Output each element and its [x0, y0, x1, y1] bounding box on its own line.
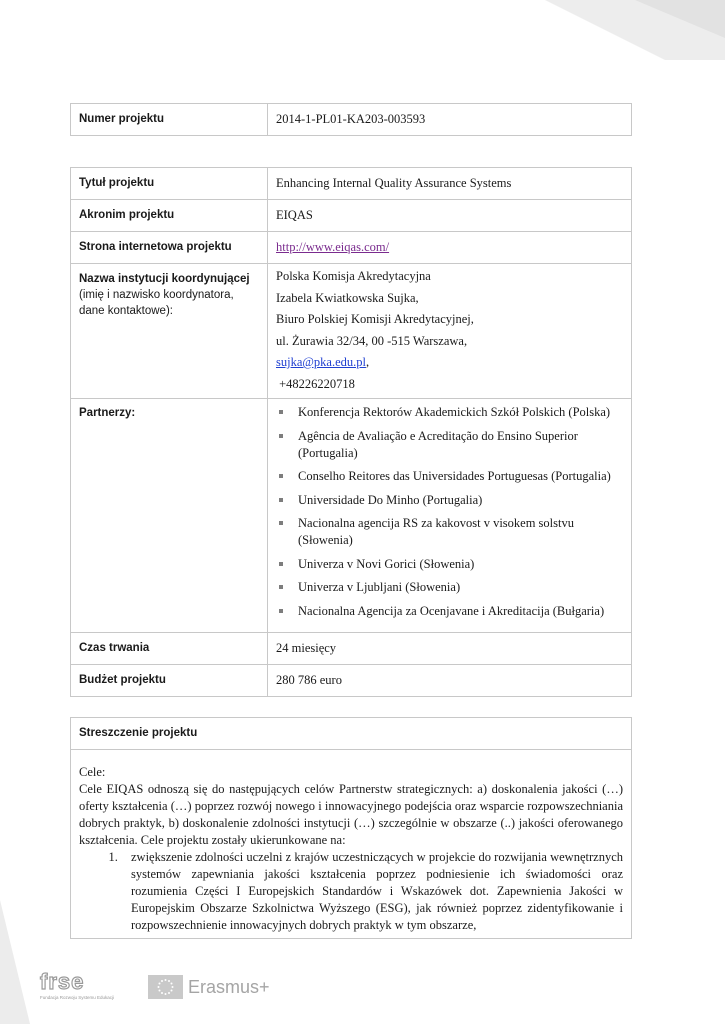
coordinator-office: Biuro Polskiej Komisji Akredytacyjnej, [276, 312, 474, 326]
coordinator-email-suffix: , [365, 355, 370, 369]
coordinator-address: ul. Żurawia 32/34, 00 -515 Warszawa, [276, 333, 468, 348]
duration-label: Czas trwania [71, 633, 268, 665]
website-link[interactable]: http://www.eiqas.com/ [276, 240, 390, 254]
footer-logos [40, 969, 280, 1002]
coordinator-email-link[interactable]: sujka@pka.edu.pl [276, 355, 366, 369]
project-number-label: Numer projektu [71, 104, 268, 136]
project-number-value: 2014-1-PL01-KA203-003593 [268, 104, 632, 136]
frse-logo-tagline: Fundacja Rozwoju Systemu Edukacji [40, 995, 115, 1000]
summary-body [71, 750, 632, 939]
project-title-value: Enhancing Internal Quality Assurance Systems [268, 168, 632, 200]
partners-cell [268, 399, 632, 633]
corner-decoration-left [0, 880, 40, 1024]
project-details-table [70, 167, 632, 697]
budget-label: Budżet projektu [71, 665, 268, 697]
coordinator-email-line [276, 352, 623, 374]
coordinator-details [268, 264, 632, 399]
partner-item: Nacionalna Agencija za Ocenjavane i Akreditacija (Bułgaria) [276, 603, 623, 620]
partner-item: Agência de Avaliação e Acreditação do Ensino Superior (Portugalia) [276, 428, 623, 462]
partner-item: Konferencja Rektorów Akademickich Szkół Polskich (Polska) [276, 404, 623, 421]
partner-item: Universidade Do Minho (Portugalia) [276, 492, 623, 509]
summary-table [70, 717, 632, 939]
coordinator-label: Nazwa instytucji koordynującej [79, 273, 250, 285]
budget-value: 280 786 euro [268, 665, 632, 697]
partner-item: Univerza v Novi Gorici (Słowenia) [276, 556, 623, 573]
coordinator-sublabel: (imię i nazwisko koordynatora, dane kontaktowe): [79, 289, 234, 317]
coordinator-phone: +48226220718 [276, 376, 355, 391]
partners-list [276, 404, 623, 620]
frse-logo-mark: frse [40, 969, 85, 994]
duration-value: 24 miesięcy [268, 633, 632, 665]
coordinator-person: Izabela Kwiatkowska Sujka, [276, 290, 419, 305]
coordinator-institution: Polska Komisja Akredytacyjna [276, 269, 431, 283]
summary-goals-heading: Cele: [79, 765, 106, 779]
partners-label: Partnerzy: [71, 399, 268, 633]
project-title-label: Tytuł projektu [71, 168, 268, 200]
acronym-value: EIQAS [268, 200, 632, 232]
partner-item: Nacionalna agencija RS za kakovost v visokem solstvu (Słowenia) [276, 515, 623, 549]
summary-goal-item: 1. zwiększenie zdolności uczelni z krajów uczestniczących w projekcie do rozwijania wewnętrznych systemów zapewniania jakości kształcenia poprzez podniesienie ich świadomości oraz rozumienia Części I Europejskich Standardów i Wskazówek dot. Zapewnienia Jakości w Europejskim Obszarze Szkolnictwa Wyższego (ESG), jak również poprzez zidentyfikowanie i rozpowszechnienie innowacyjnych dobrych praktyk w tym obszarze, [121, 849, 623, 934]
partner-item: Conselho Reitores das Universidades Portuguesas (Portugalia) [276, 468, 623, 485]
erasmus-logo: Erasmus+ [188, 977, 270, 997]
website-cell [268, 232, 632, 264]
partner-item: Univerza v Ljubljani (Słowenia) [276, 579, 623, 596]
frse-logo [40, 969, 120, 1002]
summary-title: Streszczenie projektu [71, 718, 632, 750]
website-label: Strona internetowa projektu [71, 232, 268, 264]
summary-intro: Cele EIQAS odnoszą się do następujących celów Partnerstw strategicznych: a) doskonalenia jakości (…) oferty kształcenia (…) poprzez rozwój nowego i innowacyjnego podejścia oraz wsparcie rozpowszechniania dobrych praktyk, b) doskonalenie zdolności instytucji (…) szczególnie w obszarze (..) jakości oferowanego kształcenia. Cele projektu zostały ukierunkowane na: [79, 782, 623, 847]
acronym-label: Akronim projektu [71, 200, 268, 232]
summary-goals-list [79, 849, 623, 934]
coordinator-label-cell [71, 264, 268, 399]
eu-flag-icon [148, 975, 183, 999]
corner-decoration-top [485, 0, 725, 60]
project-number-table [70, 103, 632, 136]
